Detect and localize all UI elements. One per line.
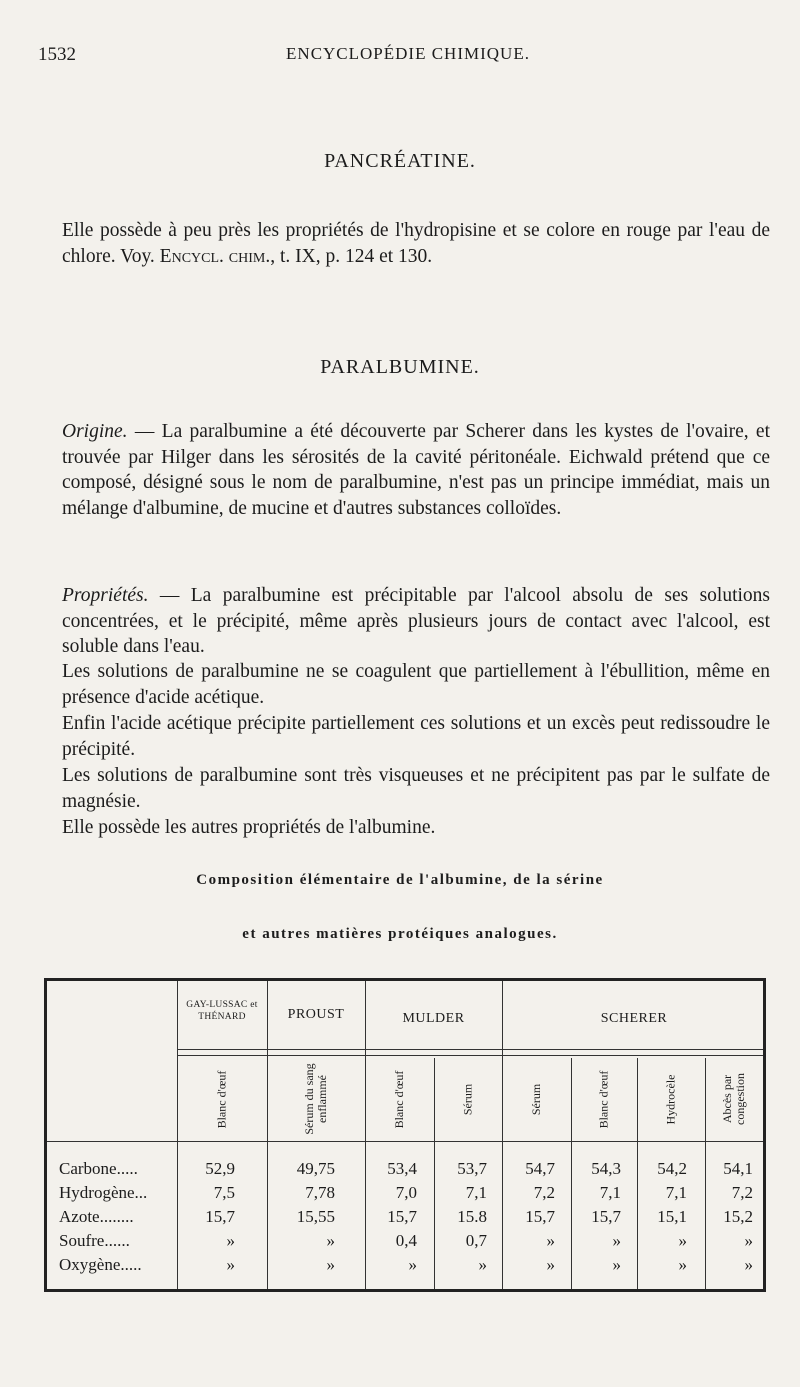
table-cell: 7,1 [599,1183,621,1202]
origine-label: Origine. [62,421,128,442]
table-cell: » [612,1231,621,1250]
section-title-paralbumine: PARALBUMINE. [320,356,480,378]
table-cell: 49,75 [296,1159,335,1178]
table-cell: 7,78 [305,1183,335,1202]
table-cell: 7,0 [395,1183,417,1202]
proprietes-label: Propriétés. [62,585,149,606]
subheader-col4: Sérum [460,1083,475,1115]
subheader-col3: Blanc d'œuf [392,1070,406,1128]
group-scherer: SCHERER [600,1011,668,1026]
paragraph-acide-acetique: Enfin l'acide acétique précipite partiellement ces solutions et un excès peut redissoudre le précipité. [62,713,770,760]
proprietes-paragraph [62,583,770,660]
running-title: ENCYCLOPÉDIE CHIMIQUE. [286,44,530,63]
pancreatine-text-a: Elle possède à peu près les propriétés de l'hydropisine et se colore en rouge par l'eau de chlore. Voy. [62,220,770,267]
table-cell: » [678,1231,687,1250]
group-mulder: MULDER [402,1011,465,1026]
table-cell: 53,7 [457,1159,487,1178]
row-label-oxygene: Oxygène..... [59,1255,142,1274]
table-cell: » [546,1231,555,1250]
table-cell: » [226,1231,235,1250]
table-cell: 7,1 [665,1183,687,1202]
pancreatine-text-b: , t. IX, p. 124 et 130. [270,245,433,267]
row-label-soufre: Soufre...... [59,1231,130,1250]
table-cell: 15,7 [387,1207,417,1226]
table-cell: » [326,1255,335,1274]
page-header [38,44,778,70]
page-number: 1532 [38,44,76,65]
subheader-col8: Abcès par congestion [720,1073,747,1125]
table-cell: 7,2 [731,1183,753,1202]
table-cell: » [744,1231,753,1250]
table-cell: » [678,1255,687,1274]
section-title-pancreatine: PANCRÉATINE. [324,150,476,172]
subheader-col2: Sérum du sang enflammé [302,1063,329,1135]
table-cell: » [478,1255,487,1274]
table-cell: 7,5 [213,1183,235,1202]
subheader-col5: Sérum [529,1083,543,1115]
table-cell: » [326,1231,335,1250]
origine-paragraph [62,419,770,521]
paragraph-coagulation: Les solutions de paralbumine ne se coagulent que partiellement à l'ébullition, même en présence d'acide acétique. [62,661,770,708]
table-cell: » [612,1255,621,1274]
table-cell: 7,2 [533,1183,555,1202]
table-cell: 15,2 [723,1207,753,1226]
encycl-reference: Encycl. chim. [159,245,271,267]
origine-text: — La paralbumine a été découverte par Scherer dans les kystes de l'ovaire, et trouvée par Hilger dans les sérosités de la cavité péritonéale. Eichwald prétend que ce composé, désigné sous le nom de paralbumine, n'est pas un principe immédiat, mais un mélange d'albumine, de mucine et d'autres substances colloïdes. [62,421,770,519]
table-cell: 15,55 [296,1207,335,1226]
table-cell: » [226,1255,235,1274]
pancreatine-paragraph [62,218,770,269]
table-cell: » [744,1255,753,1274]
proprietes-text: — La paralbumine est précipitable par l'alcool absolu de ses solutions concentrées, et le précipité, même après plusieurs jours de contact avec l'alcool, est soluble dans l'eau. [62,585,770,657]
table-cell: 7,1 [465,1183,487,1202]
table-cell: » [408,1255,417,1274]
table-caption-line1: Composition élémentaire de l'albumine, de la sérine [196,872,604,888]
table-cell: 54,1 [723,1159,753,1178]
table-cell: 0,7 [465,1231,487,1250]
subheader-col1: Blanc d'œuf [214,1070,229,1128]
subheader-col6: Blanc d'œuf [596,1070,611,1128]
paragraph-autres-proprietes: Elle possède les autres propriétés de l'albumine. [62,817,436,838]
table-cell: 54,3 [591,1159,621,1178]
table-cell: 54,2 [657,1159,687,1178]
row-label-hydrogene: Hydrogène... [59,1183,148,1202]
row-label-azote: Azote........ [59,1207,134,1226]
table-cell: 0,4 [395,1231,417,1250]
row-label-carbone: Carbone..... [59,1159,138,1178]
group-gay-lussac-thenard: GAY-LUSSAC et THÉNARD [186,1000,258,1022]
composition-table [44,978,766,1292]
table-cell: 54,7 [525,1159,555,1178]
table-cell: » [546,1255,555,1274]
table-cell: 52,9 [205,1159,235,1178]
table-caption-line2: et autres matières protéiques analogues. [242,926,558,942]
table-cell: 15,7 [205,1207,235,1226]
table-cell: 15.8 [457,1207,487,1226]
table-cell: 15,1 [657,1207,687,1226]
table-cell: 15,7 [591,1207,621,1226]
subheader-col7: Hydrocèle [663,1074,678,1124]
table-cell: 15,7 [525,1207,555,1226]
paragraph-viscosite: Les solutions de paralbumine sont très visqueuses et ne précipitent pas par le sulfate de magnésie. [62,765,770,812]
group-proust: PROUST [287,1007,345,1022]
table-cell: 53,4 [387,1159,417,1178]
